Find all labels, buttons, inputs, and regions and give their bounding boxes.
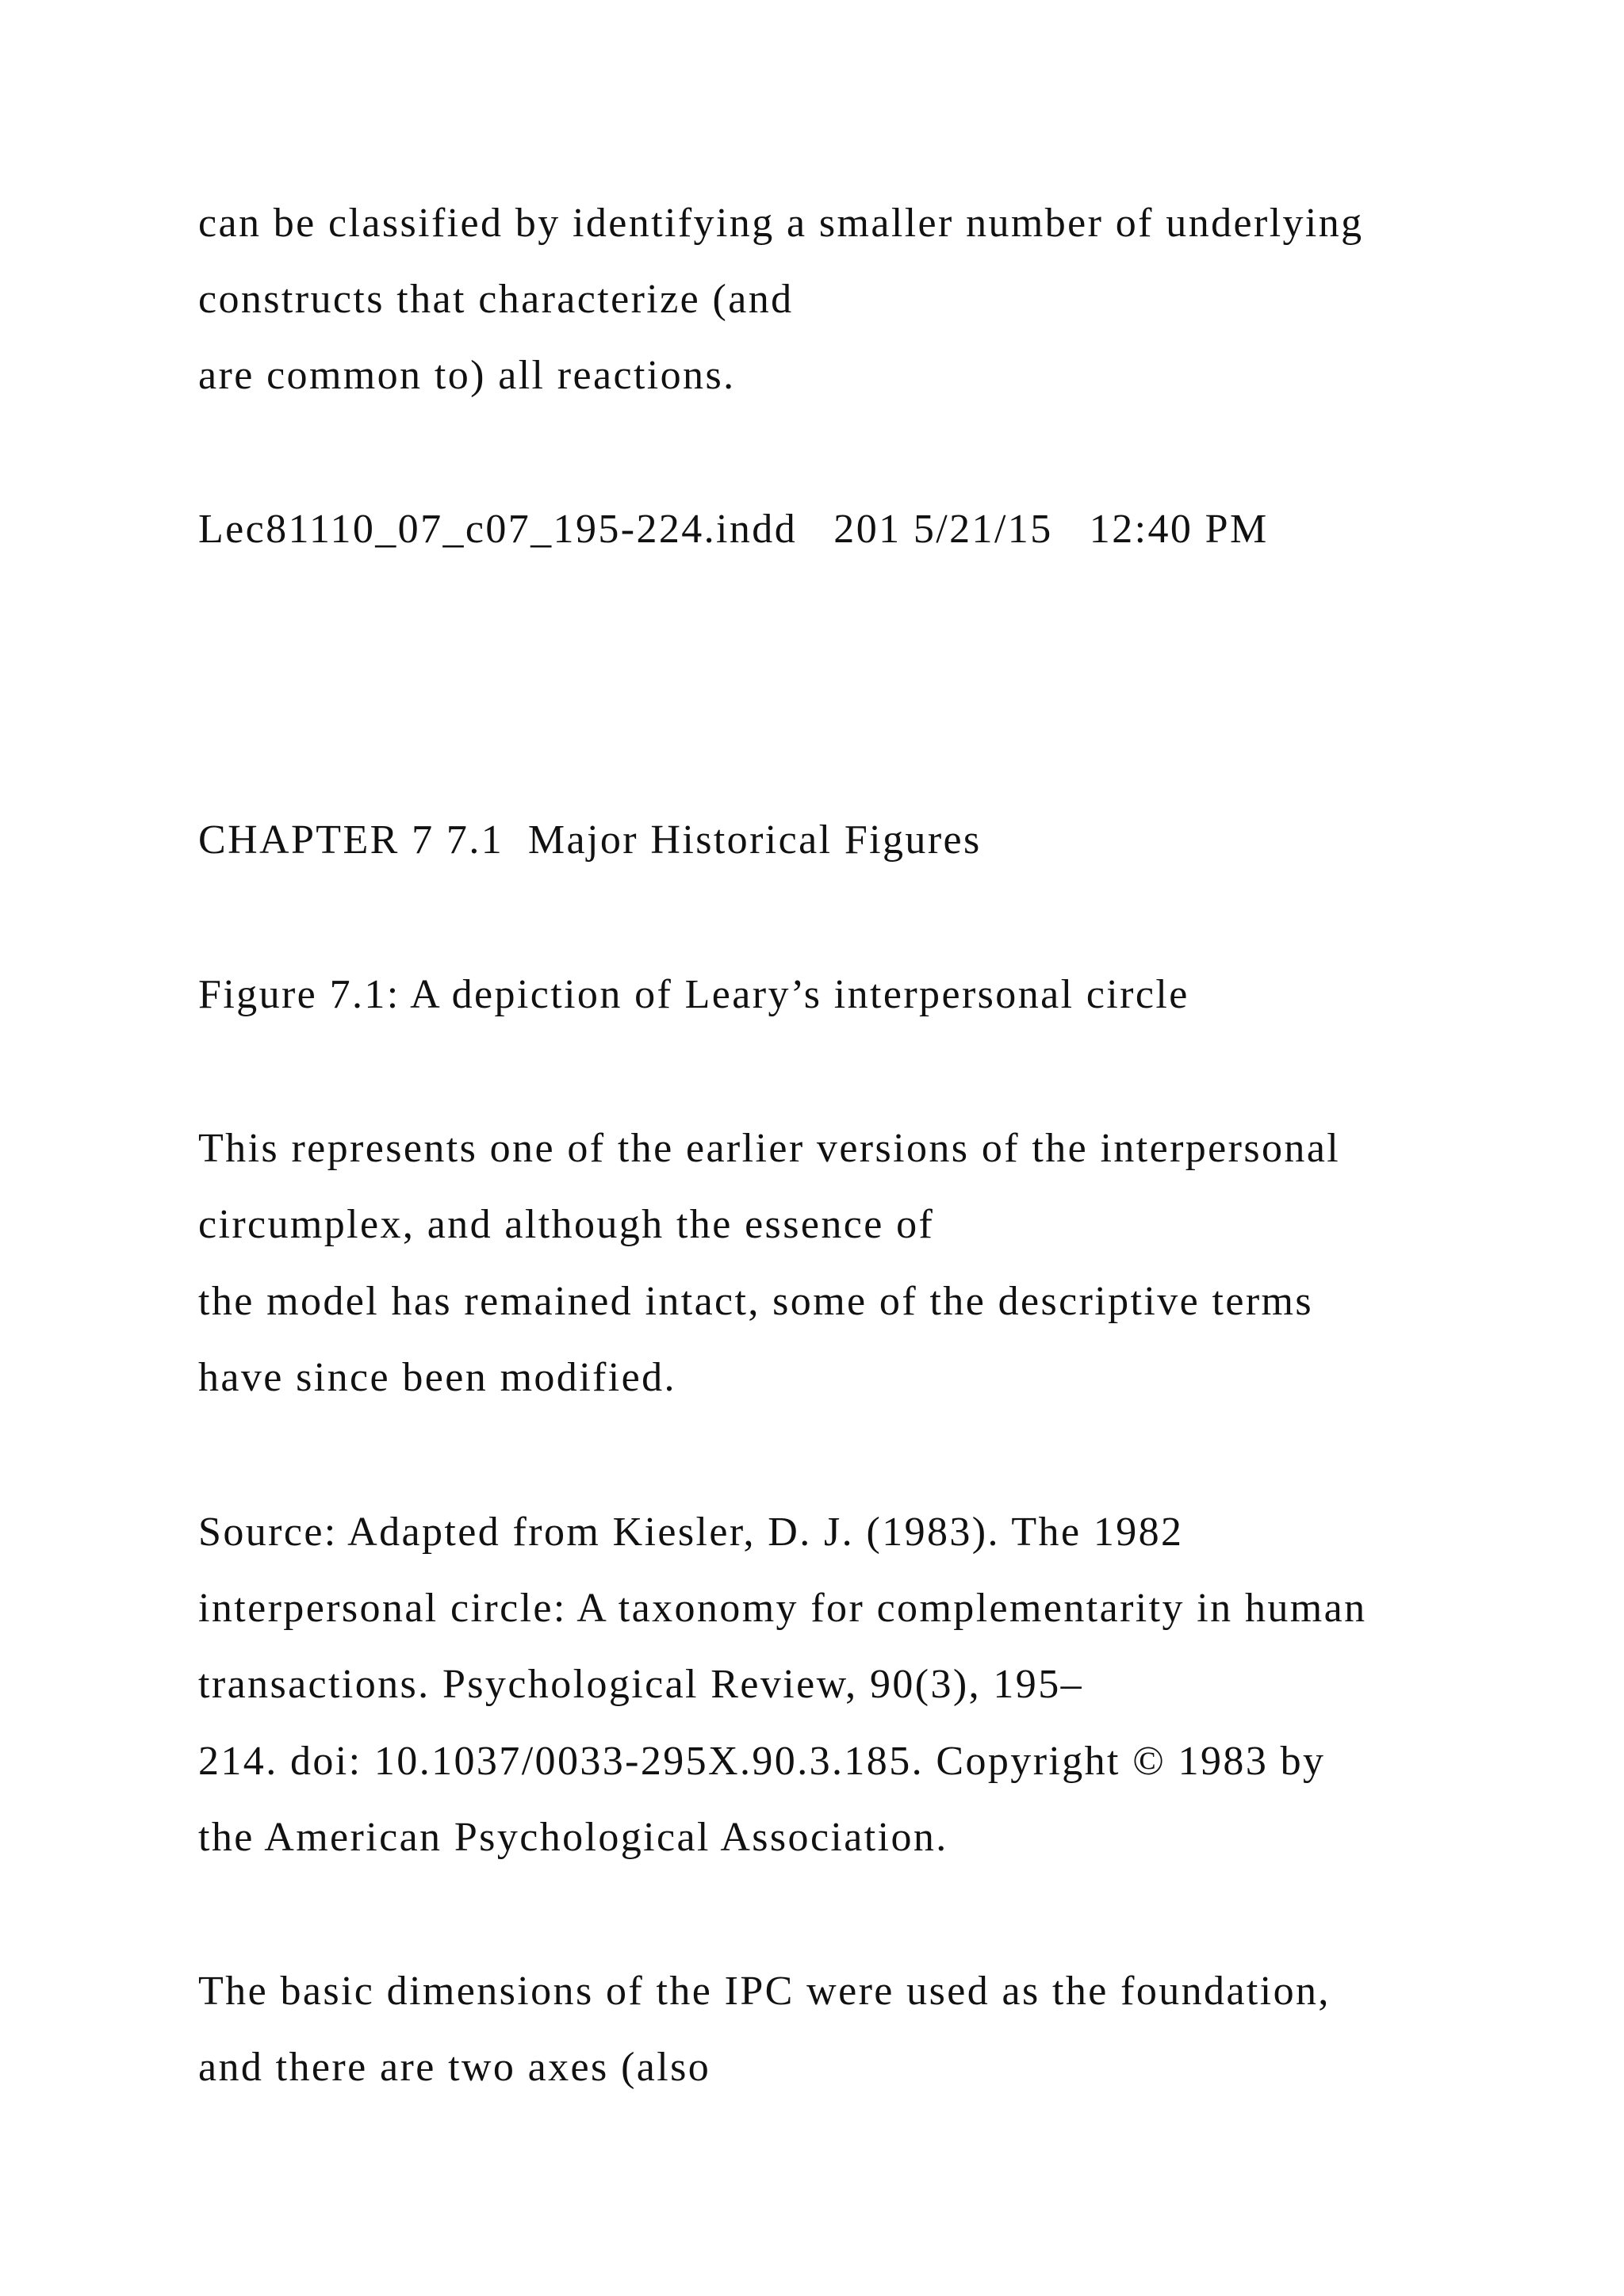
- source-note-line: interpersonal circle: A taxonomy for complementarity in human: [198, 1586, 1367, 1631]
- paragraph-line: and there are two axes (also: [198, 2045, 711, 2090]
- paragraph-line: can be classified by identifying a smaller number of underlying: [198, 201, 1364, 246]
- source-note-line: 214. doi: 10.1037/0033-295X.90.3.185. Copyright © 1983 by: [198, 1739, 1326, 1784]
- paragraph-line: have since been modified.: [198, 1355, 676, 1400]
- paragraph-line: The basic dimensions of the IPC were used as the foundation,: [198, 1969, 1331, 2014]
- source-note-line: the American Psychological Association.: [198, 1815, 948, 1860]
- paragraph-line: constructs that characterize (and: [198, 277, 794, 322]
- paragraph-line: the model has remained intact, some of the descriptive terms: [198, 1279, 1314, 1324]
- paragraph-line: are common to) all reactions.: [198, 353, 736, 398]
- slug-line: Lec81110_07_c07_195-224.indd 201 5/21/15 12:40 PM: [198, 507, 1269, 552]
- paragraph-line: This represents one of the earlier versions of the interpersonal: [198, 1126, 1341, 1171]
- source-note-line: Source: Adapted from Kiesler, D. J. (1983). The 1982: [198, 1510, 1184, 1555]
- paragraph-line: circumplex, and although the essence of: [198, 1202, 935, 1247]
- figure-caption: Figure 7.1: A depiction of Leary’s interpersonal circle: [198, 972, 1189, 1017]
- running-head: CHAPTER 7 7.1 Major Historical Figures: [198, 817, 982, 863]
- source-note-line: transactions. Psychological Review, 90(3), 195–: [198, 1662, 1084, 1707]
